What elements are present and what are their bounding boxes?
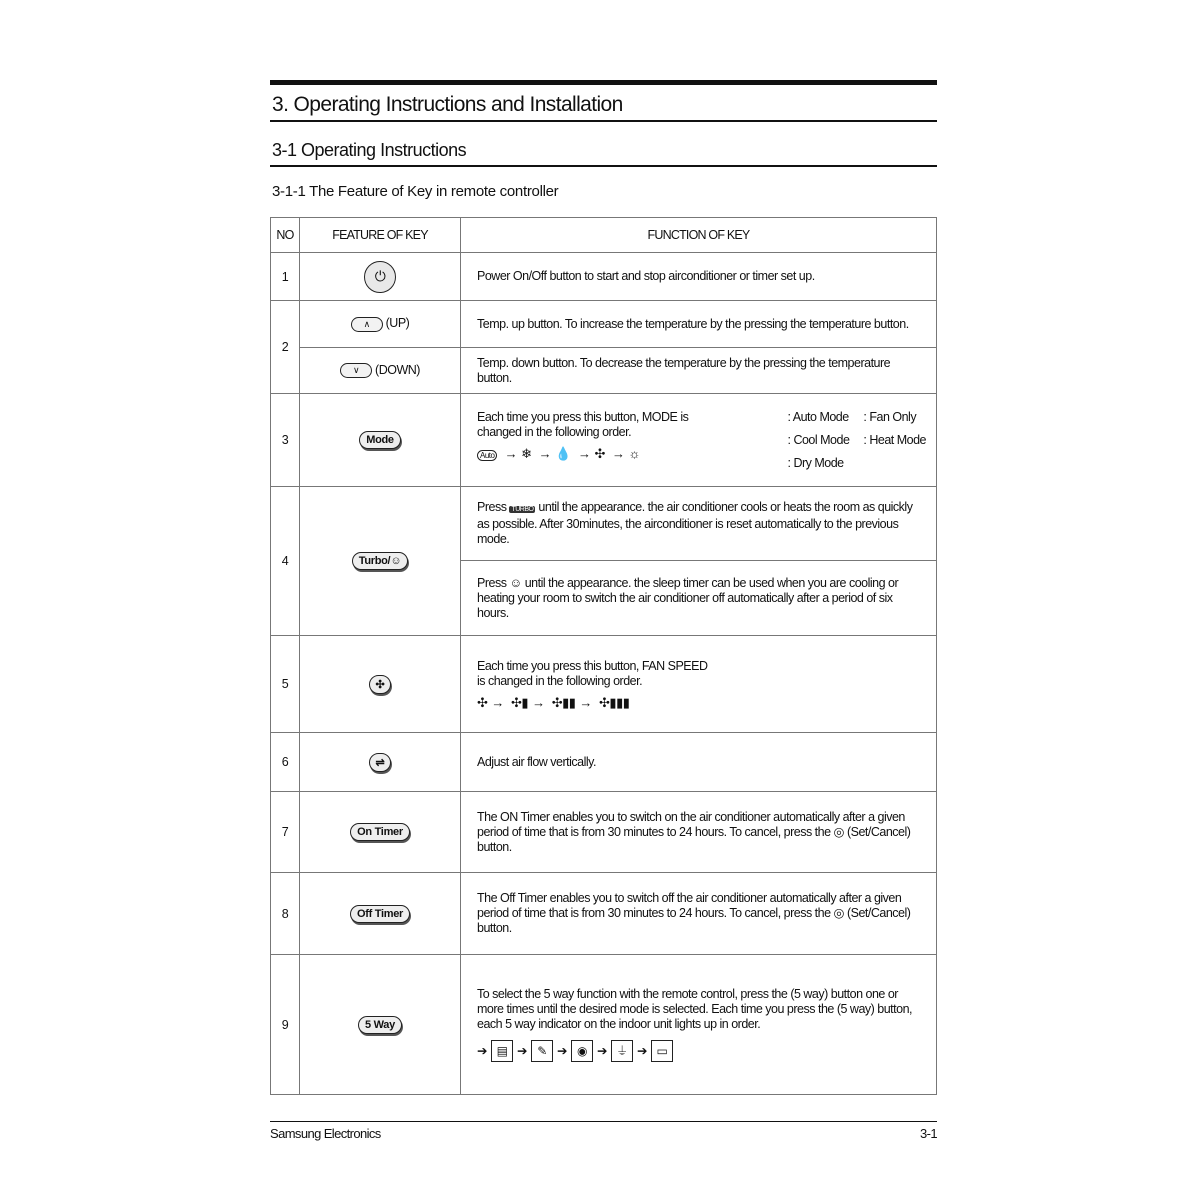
page-header	[270, 80, 937, 200]
off-timer-key	[300, 873, 461, 955]
table-row	[271, 792, 937, 873]
five-way-sequence	[477, 1040, 926, 1062]
subsection-title: 3-1-1 The Feature of Key in remote controller	[272, 183, 559, 200]
fan-speed-mid-icon: ✣▮▮	[551, 694, 576, 710]
arrow-icon: →	[491, 694, 504, 710]
row-no: 5	[271, 636, 300, 733]
key-label: (UP)	[385, 316, 410, 331]
row-no: 8	[271, 873, 300, 955]
fan-speed-high-icon: ✣▮▮▮	[599, 694, 630, 710]
table-row	[271, 873, 937, 955]
turbo-key	[300, 487, 461, 636]
key-label: (DOWN)	[375, 362, 420, 377]
arrow-icon: ➔	[636, 1043, 647, 1058]
set-cancel-icon: ◎	[833, 906, 844, 920]
fan-button-icon: ✣	[369, 675, 392, 694]
drop-icon: 💧	[555, 445, 571, 461]
table-row	[271, 636, 937, 733]
arrow-icon: →	[532, 694, 545, 710]
up-arrow-icon: ∧	[351, 317, 383, 332]
five-way-key	[300, 955, 461, 1095]
row-function: Press TURBO until the appearance. the air conditioner cools or heats the room as quickly as possible. After 30minutes, the airconditioner is reset automatically to the previous mode.	[461, 487, 937, 561]
filter-icon: ◉	[571, 1040, 593, 1062]
row-function: Temp. up button. To increase the temperature by the pressing the temperature button.	[461, 301, 937, 348]
swing-button-icon: ⇌	[369, 753, 392, 772]
mode-sequence	[477, 446, 692, 463]
sun-icon: ☼	[628, 445, 640, 461]
arrow-icon: →	[579, 694, 592, 710]
table-row	[271, 394, 937, 487]
row-function: Power On/Off button to start and stop airconditioner or timer set up.	[461, 253, 937, 301]
turbo-button-icon: Turbo/☺	[352, 552, 409, 570]
col-function: FUNCTION OF KEY	[461, 218, 937, 253]
mode-key	[300, 394, 461, 487]
row-no: 9	[271, 955, 300, 1095]
footer-company: Samsung Electronics	[270, 1126, 381, 1141]
feature-table	[270, 217, 937, 1095]
set-cancel-icon: ◎	[833, 824, 844, 839]
power-key	[300, 253, 461, 301]
arrow-icon: →	[577, 445, 591, 461]
auto-icon: Auto	[477, 450, 497, 461]
chapter-title: 3. Operating Instructions and Installation	[270, 85, 937, 122]
fan-icon: ✣	[594, 445, 605, 461]
arrow-icon: →	[504, 445, 518, 461]
arrow-icon: →	[611, 445, 625, 461]
arrow-icon: →	[538, 445, 552, 461]
down-arrow-icon: ∨	[340, 363, 372, 378]
table-row	[271, 301, 937, 348]
col-no: NO	[271, 218, 300, 253]
mode-legend: : Auto Mode : Fan Only : Cool Mode : Heat Mode : Dry Mode	[787, 409, 926, 470]
snowflake-icon: ❄	[521, 445, 532, 461]
table-header-row	[271, 218, 937, 253]
off-timer-button-icon: Off Timer	[350, 905, 410, 923]
plug-icon: ⏚	[611, 1040, 633, 1062]
turbo-icon: TURBO	[511, 506, 534, 513]
row-function: Each time you press this button, FAN SPEED is changed in the following order. ✣ → ✣▮ → ✣▮▮ → ✣▮▮▮	[461, 636, 937, 733]
down-key	[300, 348, 461, 394]
table-row	[271, 348, 937, 394]
fan-sequence	[477, 695, 926, 710]
on-timer-button-icon: On Timer	[350, 823, 410, 841]
row-no: 6	[271, 733, 300, 792]
col-feature: FEATURE OF KEY	[300, 218, 461, 253]
row-function: Press ☺ until the appearance. the sleep timer can be used when you are cooling or heating your room to switch the air conditioner off automatically after a period of six hours.	[461, 561, 937, 636]
fan-speed-low-icon: ✣▮	[511, 694, 529, 710]
page-footer	[270, 1121, 937, 1141]
on-timer-key	[300, 792, 461, 873]
page-number: 3-1	[920, 1126, 937, 1141]
row-no: 4	[271, 487, 300, 636]
arrow-icon: ➔	[596, 1043, 607, 1058]
arrow-icon: ➔	[477, 1043, 487, 1058]
swing-key	[300, 733, 461, 792]
row-function: Adjust air flow vertically.	[461, 733, 937, 792]
section-title: 3-1 Operating Instructions	[270, 140, 937, 167]
row-function: Each time you press this button, MODE is changed in the following order. Auto → ❄ → 💧 → ✣ → ☼ : Auto Mode : Fan Only : Cool Mode : Heat Mode : Dry Mode	[461, 394, 937, 487]
unit-icon: ▭	[651, 1040, 673, 1062]
fan-speed-auto-icon: ✣	[477, 694, 488, 710]
row-function: The ON Timer enables you to switch on the air conditioner automatically after a given period of time that is from 30 minutes to 24 hours. To cancel, press the ◎ (Set/Cancel) button.	[461, 792, 937, 873]
table-row	[271, 253, 937, 301]
five-way-button-icon: 5 Way	[358, 1016, 402, 1034]
row-no: 3	[271, 394, 300, 487]
fan-speed-key	[300, 636, 461, 733]
power-icon: ⏻	[364, 261, 396, 293]
mode-button-icon: Mode	[359, 431, 401, 449]
row-function: The Off Timer enables you to switch off the air conditioner automatically after a given period of time that is from 30 minutes to 24 hours. To cancel, press the ◎ (Set/Cancel) button.	[461, 873, 937, 955]
arrow-icon: ➔	[556, 1043, 567, 1058]
table-row	[271, 955, 937, 1095]
table-row	[271, 487, 937, 561]
table-row	[271, 733, 937, 792]
row-no: 7	[271, 792, 300, 873]
up-key	[300, 301, 461, 348]
row-function: To select the 5 way function with the remote control, press the (5 way) button one or more times until the desired mode is selected. Each time you press the (5 way) button, each 5 way indicator on the indoor unit lights up in order. ➔ ▤ ➔ ✎ ➔ ◉ ➔ ⏚ ➔ ▭	[461, 955, 937, 1095]
arrow-icon: ➔	[516, 1043, 527, 1058]
clean-icon: ✎	[531, 1040, 553, 1062]
row-no: 2	[271, 301, 300, 394]
vent-icon: ▤	[491, 1040, 513, 1062]
row-no: 1	[271, 253, 300, 301]
row-function: Temp. down button. To decrease the temperature by the pressing the temperature button.	[461, 348, 937, 394]
sleep-icon: ☺	[509, 575, 522, 590]
